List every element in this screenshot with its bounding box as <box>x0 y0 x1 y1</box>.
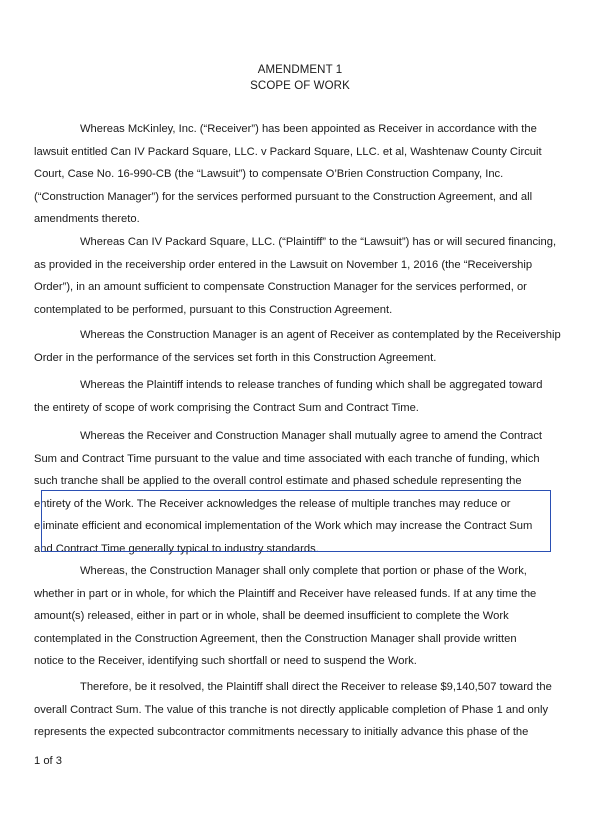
paragraph-line: Court, Case No. 16-990-CB (the “Lawsuit”) to compensate O’Brien Construction Company, Inc. <box>34 168 504 180</box>
paragraph-line: Whereas McKinley, Inc. (“Receiver”) has been appointed as Receiver in accordance with the <box>80 123 537 135</box>
paragraph-line: eliminate efficient and economical implementation of the Work which may increase the Contract Sum <box>34 520 533 532</box>
paragraph-line: Order in the performance of the services set forth in this Construction Agreement. <box>34 351 437 364</box>
paragraph-1 <box>34 118 554 231</box>
paragraph-line: as provided in the receivership order entered in the Lawsuit on November 1, 2016 (the “Receivership <box>34 258 533 271</box>
paragraph-line: (“Construction Manager”) for the services performed pursuant to the Construction Agreement, and all <box>34 190 533 203</box>
paragraph-line: whether in part or in whole, for which the Plaintiff and Receiver have released funds. If at any time the <box>34 587 537 600</box>
paragraph-line: amount(s) released, either in part or in whole, shall be deemed insufficient to complete the Work <box>34 610 509 622</box>
paragraph-line: notice to the Receiver, identifying such shortfall or need to suspend the Work. <box>34 655 417 667</box>
paragraph-7 <box>34 676 554 744</box>
paragraph-line: Whereas the Construction Manager is an agent of Receiver as contemplated by the Receivership <box>80 329 561 341</box>
paragraph-3 <box>34 324 561 369</box>
paragraph-line: contemplated in the Construction Agreement, then the Construction Manager shall provide written <box>34 632 517 645</box>
paragraph-line: Therefore, be it resolved, the Plaintiff shall direct the Receiver to release $9,140,507 toward the <box>80 681 552 693</box>
paragraph-line: Whereas the Receiver and Construction Manager shall mutually agree to amend the Contract <box>80 430 543 442</box>
highlight-box <box>41 490 551 552</box>
paragraph-line: Sum and Contract Time pursuant to the value and time associated with each tranche of funding, which <box>34 452 540 465</box>
paragraph-line: Whereas, the Construction Manager shall only complete that portion or phase of the Work, <box>80 565 527 577</box>
paragraph-line: amendments thereto. <box>34 213 140 225</box>
paragraph-line: entirety of the Work. The Receiver acknowledges the release of multiple tranches may reduce or <box>34 497 511 510</box>
paragraph-line: Whereas the Plaintiff intends to release tranches of funding which shall be aggregated toward <box>80 379 543 391</box>
document-title: AMENDMENT 1 <box>257 64 343 76</box>
paragraph-line: such tranche shall be applied to the overall control estimate and phased schedule representing the <box>34 475 522 487</box>
paragraph-line: represents the expected subcontractor commitments necessary to initially advance this phase of the <box>34 726 529 738</box>
paragraph-line: Whereas Can IV Packard Square, LLC. (“Plaintiff” to the “Lawsuit”) has or will secured financing, <box>80 236 557 248</box>
page-number: 1 of 3 <box>34 755 62 767</box>
paragraph-line: lawsuit entitled Can IV Packard Square, LLC. v Packard Square, LLC. et al, Washtenaw County Circuit <box>34 145 542 158</box>
paragraph-line: overall Contract Sum. The value of this tranche is not directly applicable completion of Phase 1 and only <box>34 703 549 716</box>
paragraph-2 <box>34 231 557 321</box>
document-subtitle: SCOPE OF WORK <box>250 80 350 92</box>
paragraph-6 <box>34 560 554 673</box>
paragraph-line: the entirety of scope of work comprising the Contract Sum and Contract Time. <box>34 401 419 414</box>
paragraph-line: Order”), in an amount sufficient to compensate Construction Manager for the services performed, or <box>34 281 527 293</box>
paragraph-4 <box>34 374 554 419</box>
paragraph-line: and Contract Time generally typical to industry standards. <box>34 542 319 555</box>
paragraph-line: contemplated to be performed, pursuant to this Construction Agreement. <box>34 303 393 316</box>
